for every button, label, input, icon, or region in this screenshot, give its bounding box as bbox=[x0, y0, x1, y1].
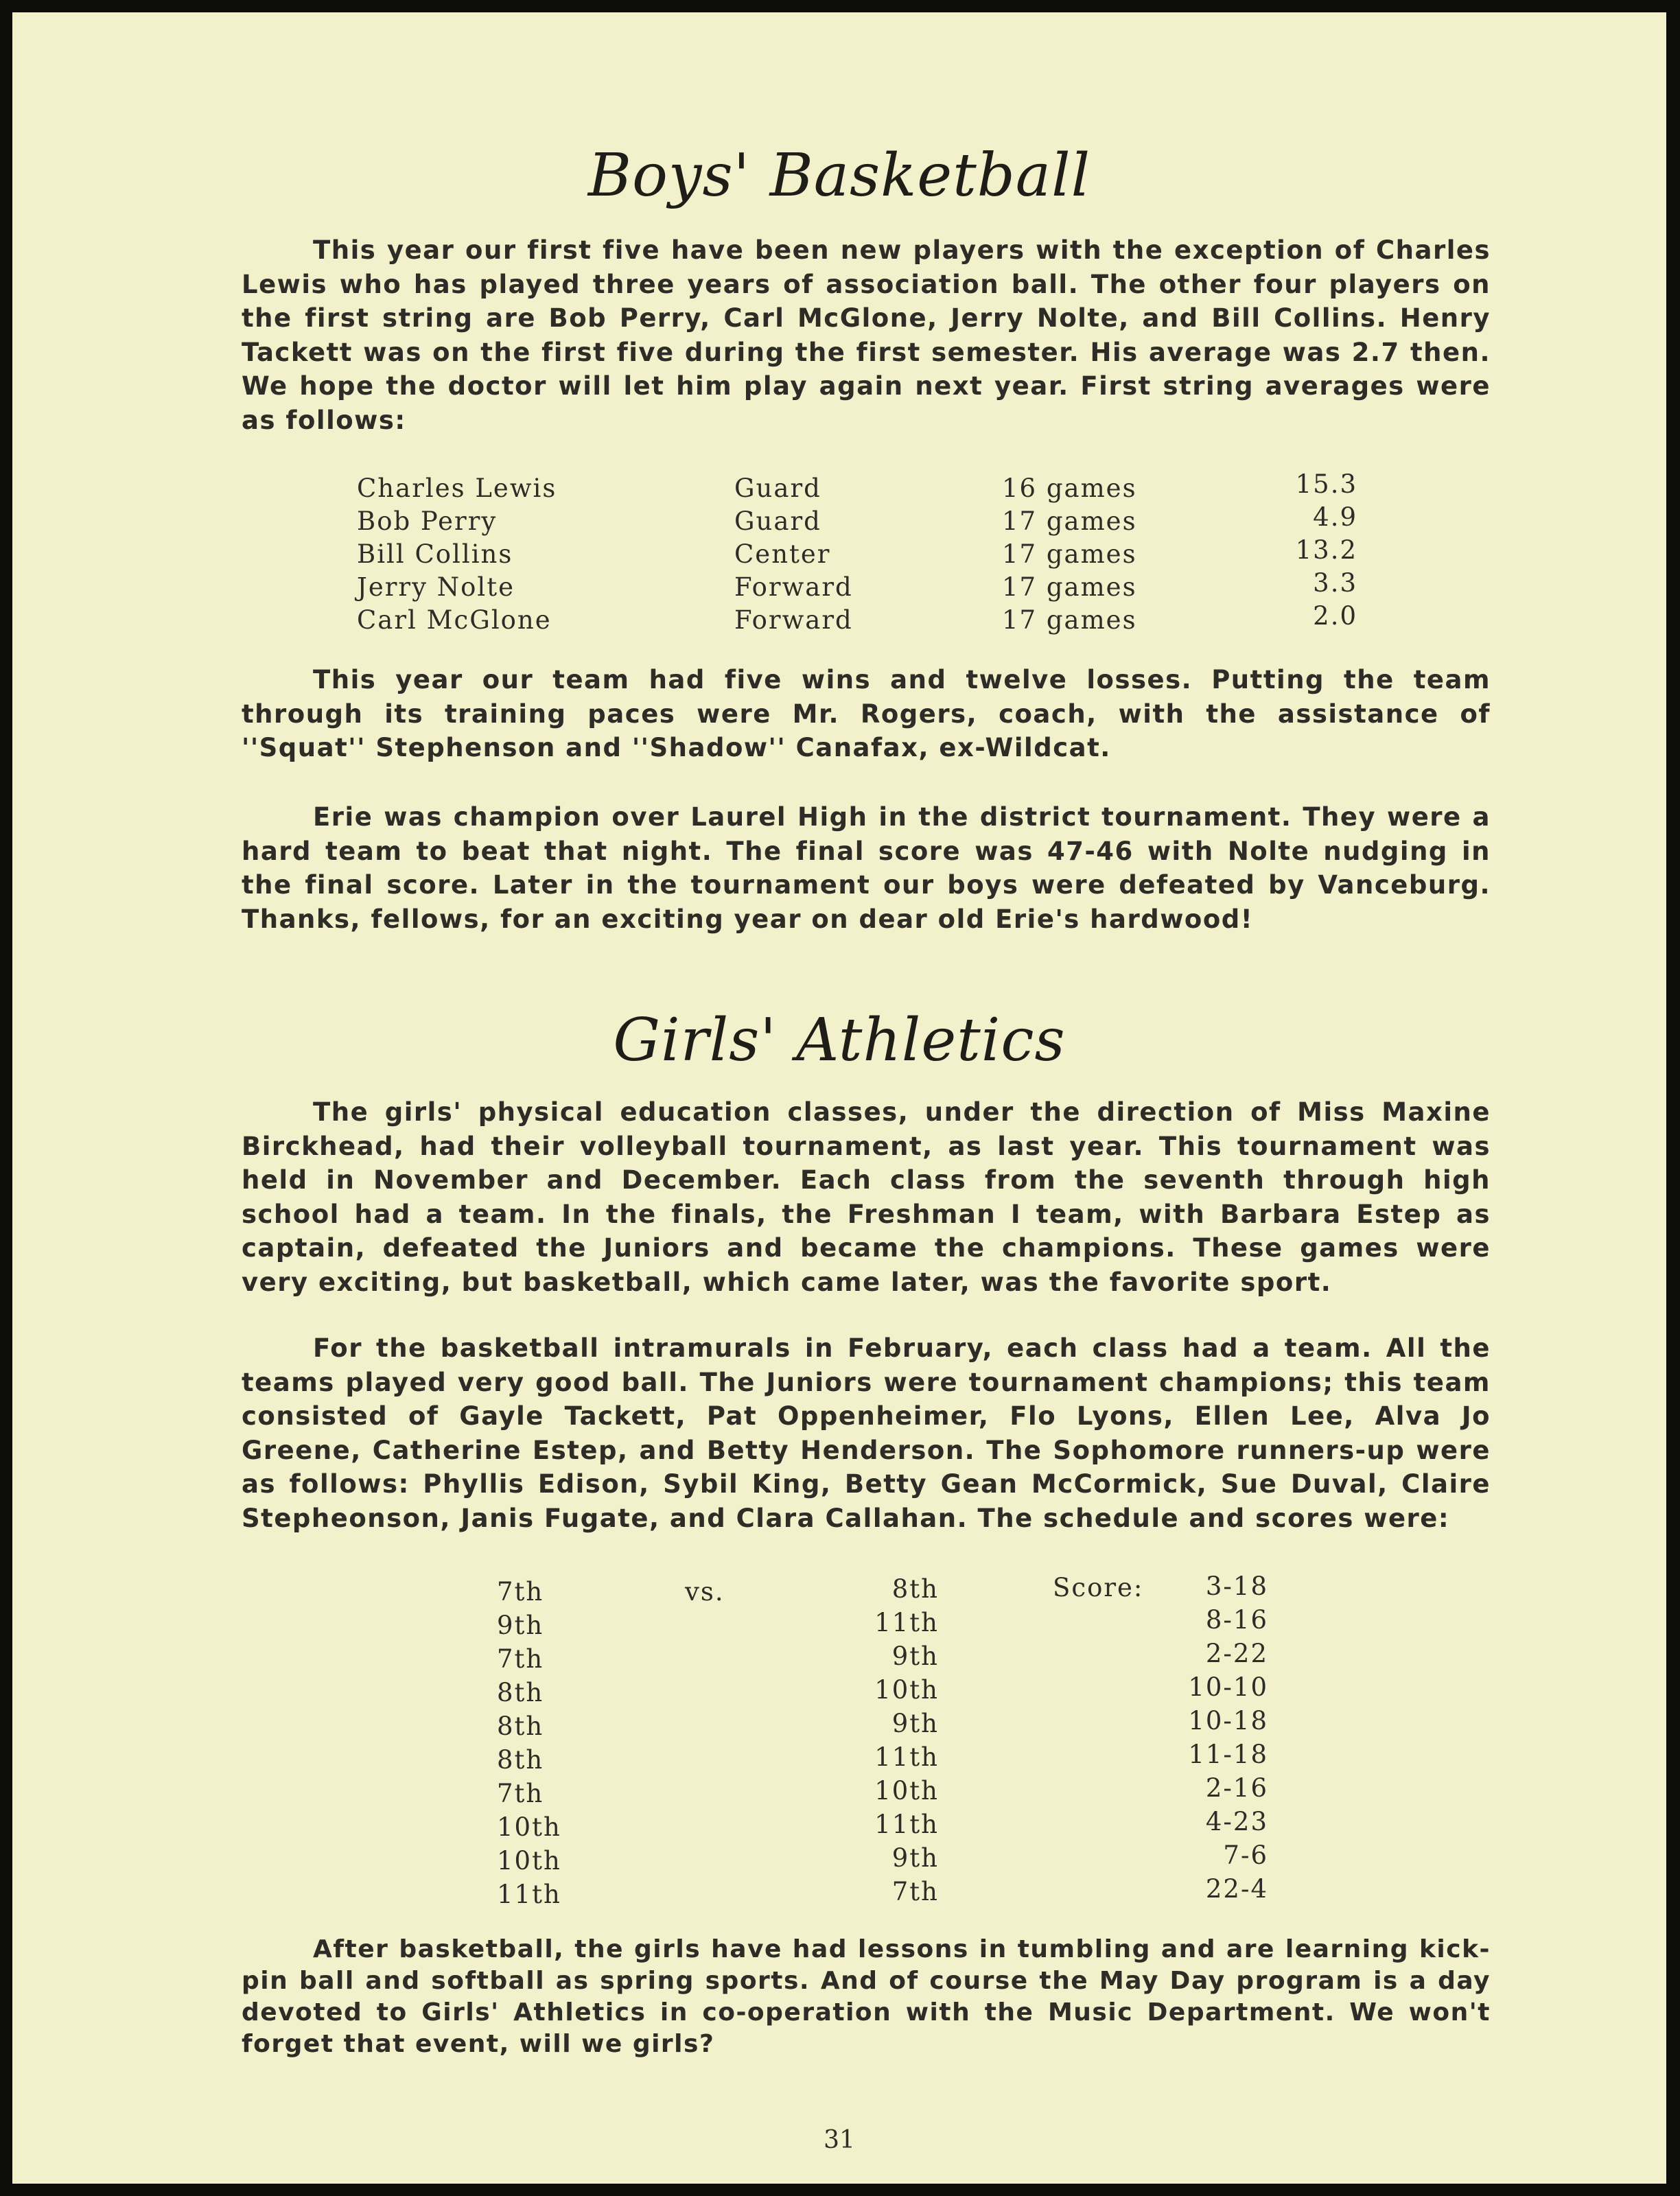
game-score: 4-23 bbox=[1205, 1807, 1268, 1836]
player-name: Carl McGlone bbox=[357, 605, 552, 635]
girls-basketball-paragraph: For the basketball intramurals in February, each class had a team. All the teams played very good ball. The Juniors were tournament champions; this team consisted of Gayle Tackett, Pat Oppenheimer, Flo Lyons, Ellen Lee, Alva Jo Greene, Catherine Estep, and Betty Henderson. The Sophomore runners-up were as follows: Phyllis Edison, Sybil King, Betty Gean McCormick, Sue Duval, Claire Stepheonson, Janis Fugate, and Clara Callahan. The schedule and scores were: bbox=[242, 1333, 1491, 1533]
player-average: 13.2 bbox=[1295, 535, 1357, 565]
player-games: 16 games bbox=[1002, 474, 1137, 503]
team-b: 11th bbox=[874, 1608, 939, 1637]
team-b: 9th bbox=[891, 1843, 939, 1873]
team-b: 8th bbox=[891, 1574, 939, 1604]
player-name: Bill Collins bbox=[357, 539, 513, 569]
team-a: 8th bbox=[497, 1712, 544, 1741]
team-a: 11th bbox=[497, 1880, 561, 1909]
game-score: 11-18 bbox=[1188, 1740, 1268, 1769]
boys-tournament-paragraph: Erie was champion over Laurel High in the district tournament. They were a hard team to beat that night. The final score was 47-46 with Nolte nudging in the final score. Later in the tournament our boys were defeated by Vanceburg. Thanks, fellows, for an exciting year on dear old Erie's hardwood! bbox=[242, 802, 1491, 934]
vs-label: vs. bbox=[685, 1577, 725, 1607]
team-b: 9th bbox=[891, 1709, 939, 1738]
player-games: 17 games bbox=[1002, 572, 1137, 602]
game-score: 8-16 bbox=[1205, 1605, 1268, 1635]
game-score: 22-4 bbox=[1205, 1874, 1268, 1904]
girls-volleyball-paragraph: The girls' physical education classes, under the direction of Miss Maxine Birckhead, had their volleyball tournament, as last year. This tournament was held in November and December. Each class from the seventh through high school had a team. In the finals, the Freshman I team, with Barbara Estep as captain, defeated the Juniors and became the champions. These games were very exciting, but basketball, which came later, was the favorite sport. bbox=[242, 1097, 1491, 1297]
team-a: 10th bbox=[497, 1812, 561, 1842]
player-average: 4.9 bbox=[1313, 502, 1357, 532]
team-b: 9th bbox=[891, 1642, 939, 1671]
player-average: 2.0 bbox=[1313, 601, 1357, 631]
girls-athletics-title: Girls' Athletics bbox=[613, 1006, 1066, 1075]
player-average: 15.3 bbox=[1295, 469, 1357, 499]
game-score: 10-10 bbox=[1188, 1672, 1268, 1702]
team-a: 7th bbox=[497, 1779, 544, 1808]
team-a: 10th bbox=[497, 1846, 561, 1876]
team-a: 7th bbox=[497, 1644, 544, 1674]
yearbook-page bbox=[12, 12, 1666, 2184]
boys-intro-paragraph: This year our first five have been new players with the exception of Charles Lewis who has played three years of association ball. The other four players on the first string are Bob Perry, Carl McGlone, Jerry Nolte, and Bill Collins. Henry Tackett was on the first five during the first semester. His average was 2.7 then. We hope the doctor will let him play again next year. First string averages were as follows: bbox=[242, 235, 1491, 435]
player-games: 17 games bbox=[1002, 539, 1137, 569]
game-score: 2-22 bbox=[1205, 1639, 1268, 1668]
player-name: Charles Lewis bbox=[357, 474, 557, 503]
player-name: Bob Perry bbox=[357, 506, 498, 536]
game-score: 7-6 bbox=[1223, 1841, 1268, 1870]
team-a: 7th bbox=[497, 1577, 544, 1607]
game-score: 2-16 bbox=[1205, 1773, 1268, 1803]
game-score: 10-18 bbox=[1188, 1706, 1268, 1736]
score-label: Score: bbox=[1053, 1573, 1144, 1602]
team-b: 7th bbox=[891, 1877, 939, 1906]
game-score: 3-18 bbox=[1205, 1572, 1268, 1601]
team-b: 11th bbox=[874, 1742, 939, 1772]
player-average: 3.3 bbox=[1313, 568, 1357, 598]
player-name: Jerry Nolte bbox=[357, 572, 515, 602]
team-a: 9th bbox=[497, 1611, 544, 1640]
team-a: 8th bbox=[497, 1678, 544, 1707]
player-position: Guard bbox=[734, 506, 821, 536]
boys-record-paragraph: This year our team had five wins and twelve losses. Putting the team through its training paces were Mr. Rogers, coach, with the assistance of ''Squat'' Stephenson and ''Shadow'' Canafax, ex-Wildcat. bbox=[242, 665, 1491, 762]
player-position: Forward bbox=[734, 572, 853, 602]
team-b: 10th bbox=[874, 1776, 939, 1806]
page-number: 31 bbox=[824, 2126, 855, 2154]
player-games: 17 games bbox=[1002, 605, 1137, 635]
team-a: 8th bbox=[497, 1745, 544, 1775]
boys-basketball-title: Boys' Basketball bbox=[587, 141, 1091, 210]
player-position: Forward bbox=[734, 605, 853, 635]
player-position: Center bbox=[734, 539, 831, 569]
team-b: 10th bbox=[874, 1675, 939, 1705]
girls-spring-paragraph: After basketball, the girls have had lessons in tumbling and are learning kick-pin ball and softball as spring sports. And of course the May Day program is a day devoted to Girls' Athletics in co-operation with the Music Department. We won't forget that event, will we girls? bbox=[242, 1935, 1491, 2058]
player-position: Guard bbox=[734, 474, 821, 503]
team-b: 11th bbox=[874, 1810, 939, 1839]
player-games: 17 games bbox=[1002, 506, 1137, 536]
